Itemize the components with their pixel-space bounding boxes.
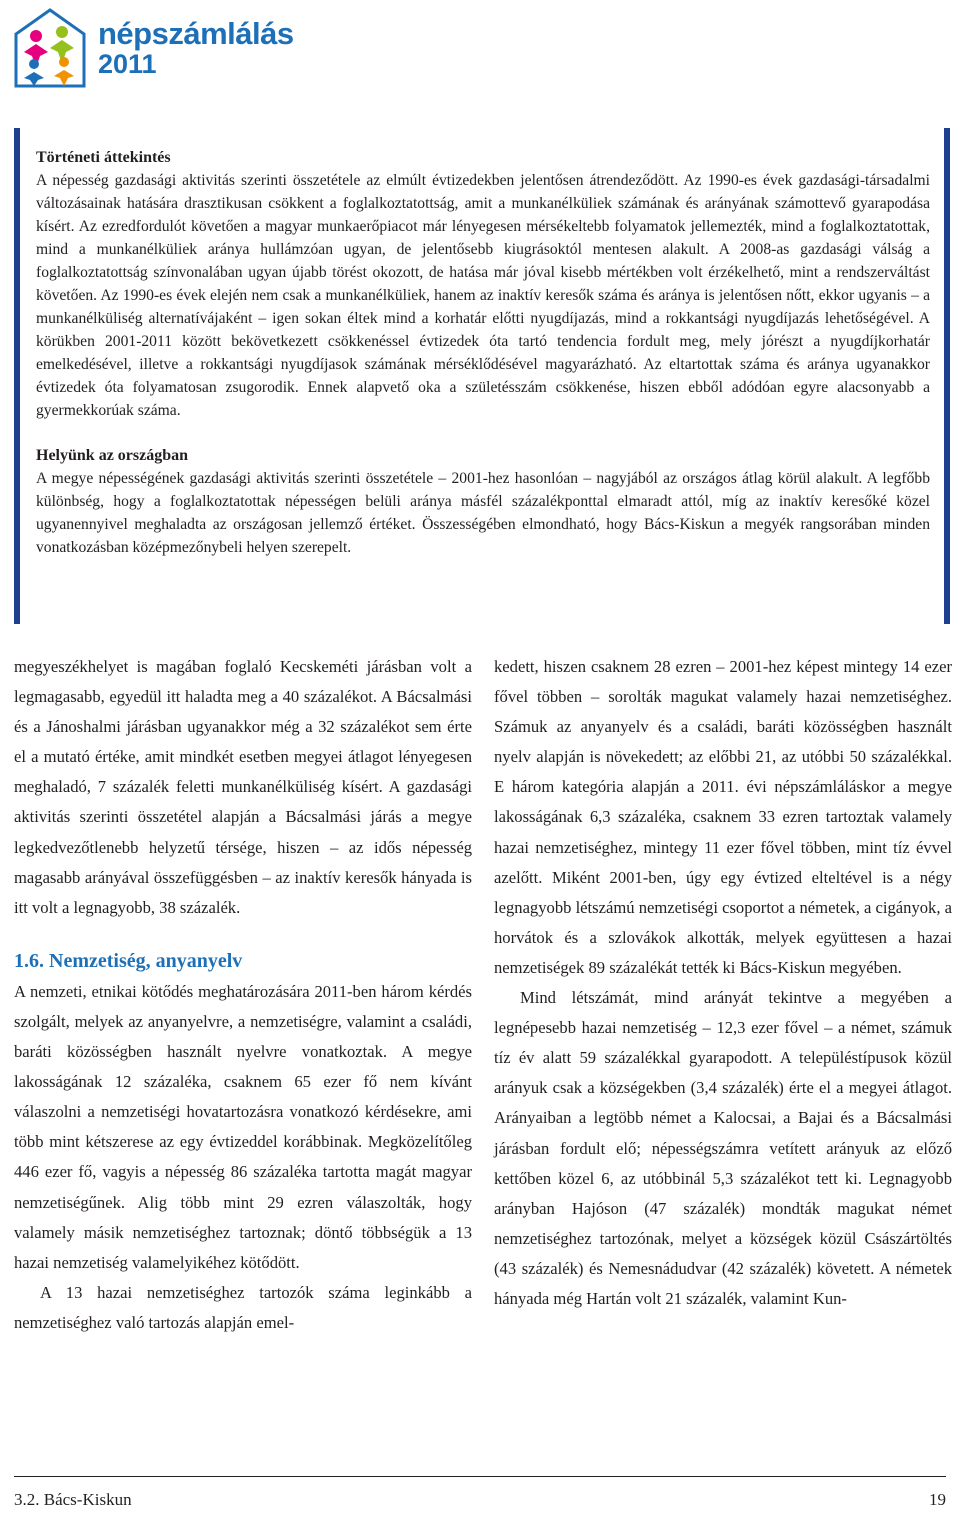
logo-year: 2011 <box>98 49 157 79</box>
logo-word: népszámlálás <box>98 16 294 51</box>
footer-divider <box>14 1476 946 1477</box>
left-paragraph-3: A 13 hazai nemzetiséghez tartozók száma leginkább a nemzetiséghez való tartozás alapján emel- <box>14 1282 472 1332</box>
census-logo-icon <box>10 6 90 90</box>
logo-text <box>98 18 308 78</box>
left-column <box>14 652 472 1338</box>
footer-chapter: 3.2. Bács-Kiskun <box>14 1490 132 1509</box>
section-heading-nationality: 1.6. Nemzetiség, anyanyelv <box>14 949 243 972</box>
left-paragraph-2: A nemzeti, etnikai kötődés meghatározására 2011-ben három kérdés szolgált, melyek az anyanyelvre, a nemzetiségre, valamint a családi, baráti közösségben használt nyelvre vonatkoztak. A megye lakosságának 12 százaléka, csaknem 65 ezer fő nem kívánt válaszolni a nemzetiségi hovatartozásra vonatkozó kérdésekre, ami több mint kétszerese az egy évtizeddel korábbinak. Megközelítőleg 446 ezer fő, vagyis a népesség 86 százaléka tartotta magát magyar nemzetiségűnek. Alig több mint 29 ezren válaszolták, hogy valamely másik nemzetiséghez tartoznak; döntő többségük a 13 hazai nemzetiség valamelyikéhez kötődött. <box>14 981 472 1272</box>
section-text-country: A megye népességének gazdasági aktivitás szerinti összetétele – 2001-hez hasonlóan – nagyjából az országos átlag körül alakult. A legfőbb különbség, hogy a foglalkoztatottak népességen belüli aránya másfél százalékponttal elmaradt attól, míg az inaktív keresőké közel ugyanennyivel meghaladta az országosan jellemző értéket. Összességében elmondható, hogy Bács-Kiskun a megyék rangsorában minden vonatkozásban középmezőnybeli helyen szerepelt. <box>36 470 930 556</box>
section-title-historical: Történeti áttekintés <box>36 149 171 166</box>
section-text-historical: A népesség gazdasági aktivitás szerinti összetétele az elmúlt évtizedekben jelentősen átrendeződött. Az 1990-es évek gazdasági-társadalmi változásainak hatására drasztikusan csökkent a foglalkoztatottság, amit a munkanélküliek számának és arányának számottevő gyarapodása kísért. Az ezredfordulót követően a magyar munkaerőpiacot már lényegesen mérsékeltebb folyamatok jellemezték, mind a foglalkoztatottak, mind a munkanélküliek aránya hullámzóan ugyan, de jelentősebb kiugrásoktól mentesen alakult. A 2008-as gazdasági válság a foglalkoztatottság színvonalában ugyan újabb törést okozott, de hatása már jóval kisebb mértékben volt érzékelhető, mint a rendszerváltást követően. Az 1990-es évek elején nem csak a munkanélküliek, hanem az inaktív keresők száma és aránya is jelentősen nőtt, ekkor ugyanis – a munkanélküliség alternatívájaként – igen sokan éltek mind a korhatár előtti nyugdíjazás, mind a rokkantsági nyugdíjazás lehetőségével. A körükben 2001-2011 között bekövetkezett csökkenéssel évtizedek óta tartó tendencia fordult meg, mely jórészt a nyugdíjkorhatár emelkedésével, illetve a rokkantsági nyugdíjasok számának mérséklődésével magyarázható. Az eltartottak száma és aránya ugyanakkor évtizedek óta folyamatosan zsugorodik. Ennek alapvető oka a születésszám csökkenése, hiszen ebből adódóan egyre alacsonyabb a gyermekkorúak száma. <box>36 172 930 419</box>
summary-box <box>14 128 950 624</box>
right-paragraph-2: Mind létszámát, mind arányát tekintve a megyében a legnépesebb hazai nemzetiség – 12,3 ezer fővel – a német, számuk tíz év alatt 59 százalékkal gyarapodott. A településtípusok közül arányuk csak a községekben (3,4 százalék) érte el a megyei átlagot. Arányaiban a legtöbb német a Kalocsai, a Bajai és a Bácsalmási járásban fordult elő; népességszámra vetített arányuk az előző kettőben közel 6, az utóbbinál 5,3 százalékot tett ki. Legnagyobb arányban Hajóson (47 százalék) mondták magukat német nemzetiséghez tartozónak, melyet a községek közül Császártöltés (43 százalék) és Nemesnádudvar (42 százalék) követett. A németek hányada még Hartán volt 21 százalék, valamint Kun- <box>494 988 952 1308</box>
left-paragraph-1: megyeszékhelyet is magában foglaló Kecskeméti járásban volt a legmagasabb, egyedül itt haladta meg a 40 százalékot. A Bácsalmási és a Jánoshalmi járásban ugyanakkor még a 32 százalékot sem érte el a mutató értéke, amit mindkét esetben megyei átlagot lényegesen meghaladó, 7 százalék feletti munkanélküliség kísért. A gazdasági aktivitás szerinti összetétel alapján a Bácsalmási járás a megye legkedvezőtlenebb helyzetű térsége, hiszen – az idős népesség magasabb arányával összefüggésben – az inaktív keresők hányada is itt volt a legnagyobb, 38 százalék. <box>14 657 472 917</box>
right-column <box>494 652 952 1314</box>
page-number: 19 <box>929 1490 946 1509</box>
section-title-country: Helyünk az országban <box>36 447 189 464</box>
right-paragraph-1: kedett, hiszen csaknem 28 ezren – 2001-hez képest mintegy 14 ezer fővel többen – sorolták magukat valamely hazai nemzetiséghez. Számuk az anyanyelv és a családi, baráti közösségben használt nyelv alapján is növekedett; az előbbi 21, az utóbbi 50 százalékkal. E három kategória alapján a 2011. évi népszámláláskor a megye lakosságának 6,3 százaléka, csaknem 33 ezren tartoztak valamely hazai nemzetiséghez, mintegy 11 ezer fővel többen, mint tíz évvel azelőtt. Miként 2001-ben, úgy egy évtized elteltével is a négy legnagyobb létszámú nemzetiségi csoportot a németek, a cigányok, a horvátok és a szlovákok alkották, melyek együttesen a hazai nemzetiségek 89 százalékát tették ki Bács-Kiskun megyében. <box>494 657 953 977</box>
